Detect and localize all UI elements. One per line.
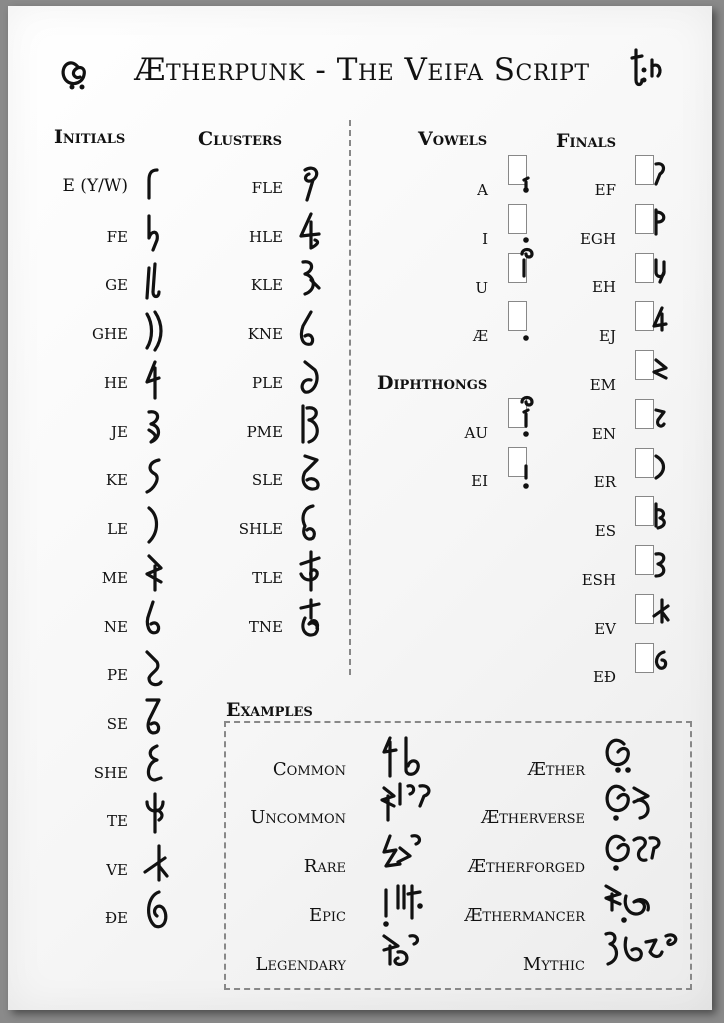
initials-header: Initials [54, 126, 126, 148]
example-word-glyph-icon [602, 780, 658, 828]
title-right-glyph-icon [628, 46, 666, 92]
initial-glyph-icon [143, 214, 163, 254]
initial-label: FE [106, 228, 128, 246]
initial-label: E (Y/W) [62, 176, 128, 196]
title-left-glyph-icon [58, 55, 88, 91]
initial-label: TE [107, 812, 128, 830]
example-word-glyph-icon [602, 880, 658, 928]
final-label: EV [594, 620, 616, 638]
final-mark-icon [652, 306, 670, 336]
final-mark-icon [652, 406, 668, 432]
example-word-glyph-icon [602, 830, 666, 878]
example-word-glyph-icon [380, 734, 428, 782]
page-title: Ætherpunk - The Veifa Script [134, 52, 590, 88]
initial-glyph-icon [143, 456, 165, 496]
initial-label: SHE [93, 764, 128, 782]
final-mark-icon [652, 598, 670, 628]
final-label: EGH [579, 230, 616, 248]
cluster-label: TNE [248, 618, 283, 636]
vowel-label: A [477, 181, 488, 199]
vowel-label: Æ [472, 327, 488, 345]
initial-glyph-icon [143, 552, 167, 594]
diphthong-label: EI [471, 472, 488, 490]
vowels-header: Vowels [418, 128, 488, 150]
cluster-glyph-icon [297, 164, 323, 206]
cluster-label: KLE [250, 276, 283, 294]
initial-label: KE [105, 471, 128, 489]
initial-glyph-icon [143, 310, 167, 352]
initial-label: NE [103, 618, 128, 636]
final-mark-icon [652, 160, 668, 188]
initial-label: PE [106, 666, 128, 684]
initial-glyph-icon [143, 648, 165, 692]
initial-label: HE [103, 374, 128, 392]
initial-label: GE [105, 276, 128, 294]
example-word-glyph-icon [602, 734, 642, 782]
example-label-right: Æther [527, 759, 585, 780]
cluster-glyph-icon [297, 310, 321, 352]
cluster-label: PLE [251, 374, 283, 392]
initial-glyph-icon [143, 888, 171, 932]
final-label: ER [593, 473, 616, 491]
cluster-glyph-icon [297, 504, 321, 546]
cluster-glyph-icon [297, 452, 325, 496]
initial-glyph-icon [143, 166, 163, 202]
initial-label: JE [111, 423, 128, 441]
example-label-left: Uncommon [250, 807, 346, 828]
initial-label: SE [106, 715, 128, 733]
initial-label: GHE [91, 325, 128, 343]
final-mark-icon [652, 256, 668, 286]
final-label: ES [594, 522, 616, 540]
cluster-label: SHLE [238, 520, 283, 538]
cluster-glyph-icon [297, 402, 325, 448]
final-label: EM [589, 376, 616, 394]
example-word-glyph-icon [380, 930, 428, 978]
example-label-right: Æthermancer [464, 905, 585, 926]
initial-glyph-icon [143, 792, 169, 836]
initial-label: ME [101, 569, 128, 587]
clusters-header: Clusters [198, 128, 283, 150]
initial-glyph-icon [143, 842, 169, 886]
final-mark-icon [652, 454, 668, 484]
final-label: EJ [599, 327, 616, 345]
example-word-glyph-icon [380, 780, 434, 828]
final-mark-icon [652, 502, 670, 532]
final-mark-icon [652, 356, 670, 386]
example-word-glyph-icon [380, 832, 428, 880]
vowel-mark-icon [516, 246, 538, 282]
cluster-glyph-icon [297, 258, 323, 302]
vowel-placeholder-box [508, 301, 527, 331]
finals-header: Finals [556, 130, 617, 152]
cluster-glyph-icon [297, 598, 325, 642]
initial-glyph-icon [143, 744, 165, 788]
initial-label: VE [106, 861, 128, 879]
example-label-left: Legendary [255, 954, 346, 975]
initial-glyph-icon [143, 360, 165, 400]
final-label: EH [591, 278, 616, 296]
initial-glyph-icon [143, 408, 165, 448]
vowel-label: I [482, 230, 488, 248]
initial-label: ĐE [104, 909, 128, 927]
cluster-glyph-icon [297, 550, 325, 594]
example-word-glyph-icon [380, 882, 430, 930]
initial-glyph-icon [143, 262, 165, 302]
initial-glyph-icon [143, 506, 165, 546]
cluster-glyph-icon [297, 358, 323, 400]
cluster-glyph-icon [297, 212, 325, 254]
cluster-label: TLE [252, 569, 283, 587]
final-mark-icon [652, 208, 668, 238]
example-label-left: Epic [309, 905, 346, 926]
diphthong-label: AU [464, 424, 488, 442]
example-label-right: Mythic [522, 954, 585, 975]
cluster-label: PME [246, 423, 283, 441]
final-mark-icon [652, 648, 670, 674]
initial-label: LE [107, 520, 128, 538]
diphthongs-header: Diphthongs [377, 372, 488, 394]
final-label: ESH [581, 571, 616, 589]
example-label-left: Common [272, 759, 346, 780]
initial-glyph-icon [143, 696, 165, 740]
final-label: EF [594, 181, 616, 199]
final-label: EN [591, 425, 616, 443]
final-mark-icon [652, 550, 670, 580]
example-word-glyph-icon [600, 928, 684, 976]
final-label: EĐ [592, 668, 616, 686]
cluster-label: SLE [251, 471, 283, 489]
cluster-label: HLE [249, 228, 283, 246]
vowel-label: U [475, 279, 488, 297]
cluster-label: FLE [251, 179, 283, 197]
example-label-left: Rare [303, 856, 346, 877]
example-label-right: Ætherverse [481, 807, 585, 828]
example-label-right: Ætherforged [467, 856, 585, 877]
column-divider [349, 120, 351, 675]
initial-glyph-icon [143, 600, 165, 640]
cluster-label: KNE [247, 325, 283, 343]
examples-header: Examples [226, 699, 313, 721]
